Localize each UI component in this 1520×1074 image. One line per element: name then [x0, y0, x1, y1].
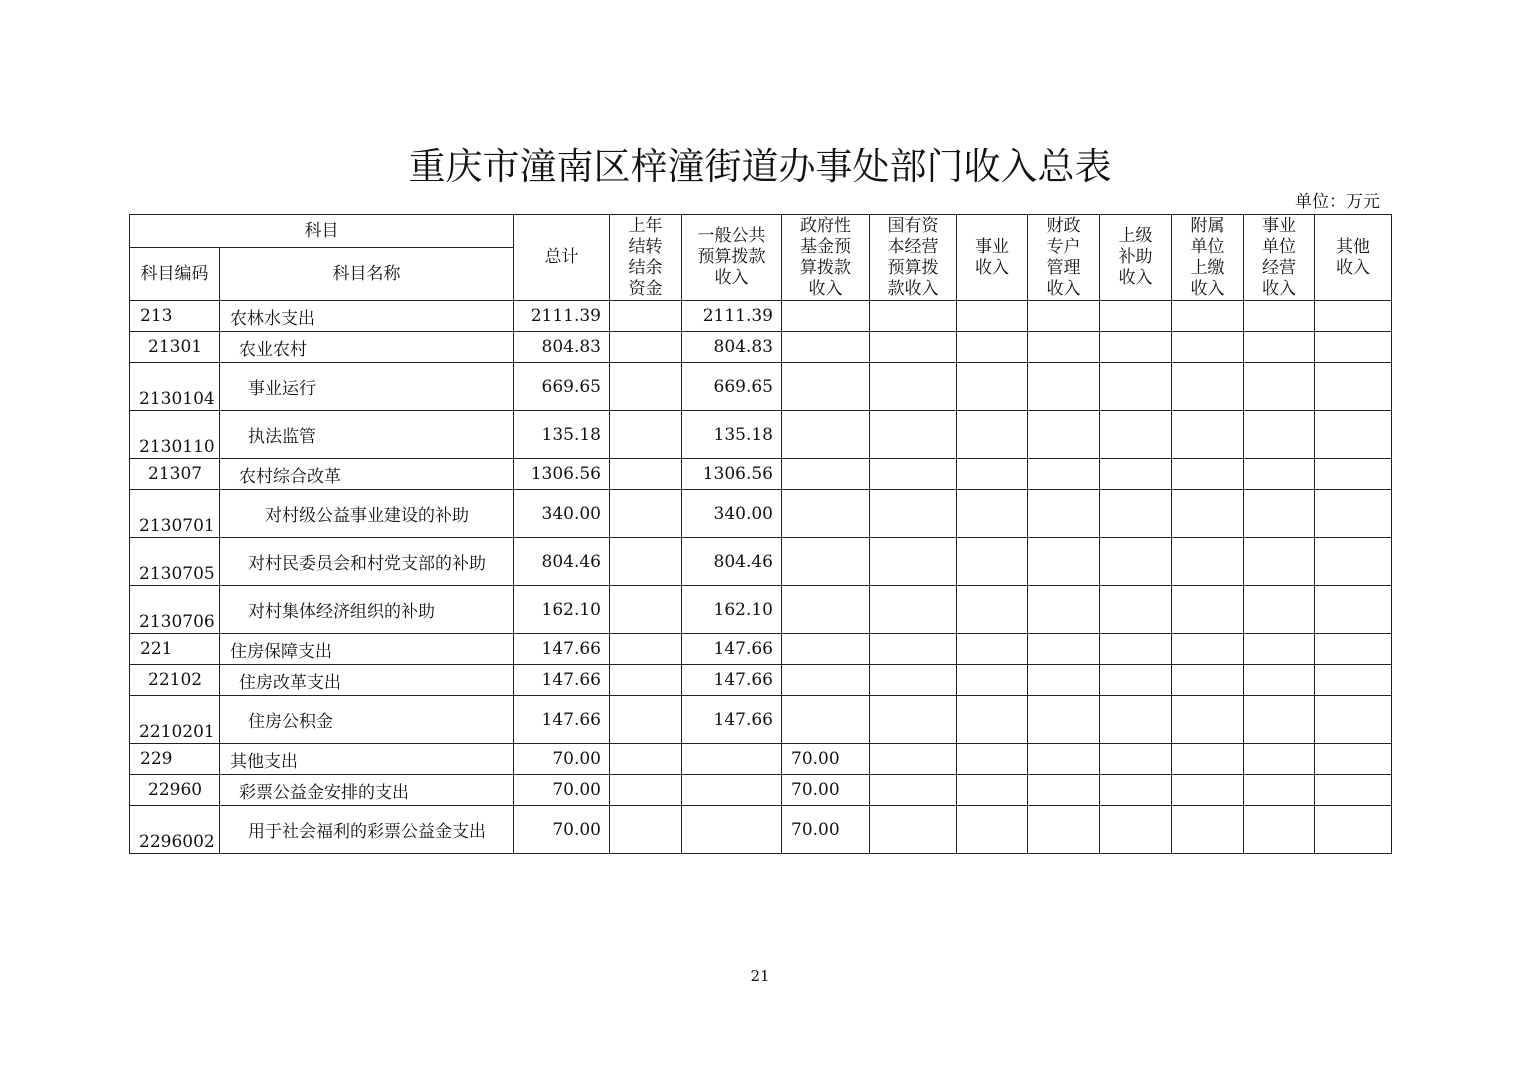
row-other [1315, 301, 1392, 332]
header-business-income: 事业 收入 [957, 215, 1028, 301]
row-superior-subsidy [1100, 586, 1172, 634]
table-body [130, 301, 1392, 854]
row-superior-subsidy [1100, 806, 1172, 854]
row-superior-subsidy [1100, 301, 1172, 332]
row-fiscal-special [1028, 586, 1100, 634]
row-superior-subsidy [1100, 363, 1172, 411]
row-gov-fund [782, 411, 870, 459]
row-name: 农林水支出 [220, 301, 514, 332]
row-other [1315, 806, 1392, 854]
page-title: 重庆市潼南区梓潼街道办事处部门收入总表 [408, 145, 1112, 188]
row-affiliated [1172, 332, 1244, 363]
row-gov-fund: 70.00 [782, 775, 870, 806]
header-gov-fund: 政府性 基金预 算拨款 收入 [782, 215, 870, 301]
table-row [130, 696, 1392, 744]
row-affiliated [1172, 411, 1244, 459]
row-general-budget: 804.46 [682, 538, 782, 586]
row-state-capital [870, 806, 957, 854]
row-superior-subsidy [1100, 634, 1172, 665]
row-business-operation [1244, 586, 1315, 634]
row-code: 2210201 [130, 696, 220, 744]
table-row [130, 538, 1392, 586]
table-row [130, 634, 1392, 665]
row-name: 事业运行 [220, 363, 514, 411]
row-fiscal-special [1028, 301, 1100, 332]
row-state-capital [870, 665, 957, 696]
row-affiliated [1172, 806, 1244, 854]
row-business-operation [1244, 332, 1315, 363]
row-total: 70.00 [514, 775, 610, 806]
row-other [1315, 363, 1392, 411]
row-state-capital [870, 363, 957, 411]
row-general-budget: 2111.39 [682, 301, 782, 332]
row-gov-fund [782, 538, 870, 586]
row-fiscal-special [1028, 744, 1100, 775]
row-business-income [957, 332, 1028, 363]
row-gov-fund [782, 634, 870, 665]
row-carryover [610, 775, 682, 806]
row-business-income [957, 744, 1028, 775]
row-general-budget [682, 775, 782, 806]
row-code: 2130110 [130, 411, 220, 459]
row-business-operation [1244, 634, 1315, 665]
unit-label: 单位：万元 [1295, 192, 1380, 212]
row-general-budget: 340.00 [682, 490, 782, 538]
row-fiscal-special [1028, 665, 1100, 696]
row-state-capital [870, 744, 957, 775]
row-business-income [957, 775, 1028, 806]
row-business-income [957, 363, 1028, 411]
row-business-operation [1244, 459, 1315, 490]
row-fiscal-special [1028, 363, 1100, 411]
row-general-budget: 1306.56 [682, 459, 782, 490]
row-general-budget [682, 744, 782, 775]
row-total: 340.00 [514, 490, 610, 538]
row-affiliated [1172, 538, 1244, 586]
row-fiscal-special [1028, 459, 1100, 490]
row-affiliated [1172, 459, 1244, 490]
row-carryover [610, 806, 682, 854]
row-name: 农村综合改革 [220, 459, 514, 490]
row-carryover [610, 586, 682, 634]
row-general-budget: 135.18 [682, 411, 782, 459]
row-name: 农业农村 [220, 332, 514, 363]
row-superior-subsidy [1100, 696, 1172, 744]
row-affiliated [1172, 744, 1244, 775]
header-total: 总计 [514, 215, 610, 301]
row-affiliated [1172, 696, 1244, 744]
row-code: 229 [130, 744, 220, 775]
row-carryover [610, 634, 682, 665]
row-state-capital [870, 634, 957, 665]
table-row [130, 301, 1392, 332]
header-subject: 科目 [130, 215, 514, 248]
row-superior-subsidy [1100, 665, 1172, 696]
row-gov-fund: 70.00 [782, 744, 870, 775]
row-name: 住房改革支出 [220, 665, 514, 696]
header-superior-subsidy: 上级 补助 收入 [1100, 215, 1172, 301]
row-affiliated [1172, 586, 1244, 634]
row-carryover [610, 696, 682, 744]
row-gov-fund [782, 586, 870, 634]
page-number: 21 [750, 967, 770, 985]
row-other [1315, 775, 1392, 806]
row-carryover [610, 490, 682, 538]
row-name: 对村集体经济组织的补助 [220, 586, 514, 634]
row-code: 2130705 [130, 538, 220, 586]
row-superior-subsidy [1100, 775, 1172, 806]
table-row [130, 806, 1392, 854]
row-total: 147.66 [514, 696, 610, 744]
row-gov-fund [782, 301, 870, 332]
table-row [130, 775, 1392, 806]
row-carryover [610, 363, 682, 411]
row-total: 669.65 [514, 363, 610, 411]
row-affiliated [1172, 490, 1244, 538]
header-name: 科目名称 [220, 248, 514, 301]
row-state-capital [870, 411, 957, 459]
table-row [130, 490, 1392, 538]
row-total: 162.10 [514, 586, 610, 634]
row-general-budget [682, 806, 782, 854]
row-state-capital [870, 459, 957, 490]
row-business-operation [1244, 363, 1315, 411]
row-fiscal-special [1028, 634, 1100, 665]
row-fiscal-special [1028, 696, 1100, 744]
row-general-budget: 147.66 [682, 634, 782, 665]
row-superior-subsidy [1100, 332, 1172, 363]
row-carryover [610, 411, 682, 459]
row-code: 213 [130, 301, 220, 332]
row-business-income [957, 806, 1028, 854]
row-state-capital [870, 775, 957, 806]
row-state-capital [870, 696, 957, 744]
row-code: 22102 [130, 665, 220, 696]
row-gov-fund [782, 665, 870, 696]
row-total: 147.66 [514, 665, 610, 696]
row-state-capital [870, 538, 957, 586]
row-business-operation [1244, 490, 1315, 538]
row-state-capital [870, 586, 957, 634]
table-row [130, 744, 1392, 775]
row-total: 147.66 [514, 634, 610, 665]
row-fiscal-special [1028, 538, 1100, 586]
row-name: 对村级公益事业建设的补助 [220, 490, 514, 538]
header-carryover: 上年 结转 结余 资金 [610, 215, 682, 301]
row-code: 2130706 [130, 586, 220, 634]
row-code: 2296002 [130, 806, 220, 854]
table-row [130, 411, 1392, 459]
row-gov-fund [782, 363, 870, 411]
row-name: 彩票公益金安排的支出 [220, 775, 514, 806]
row-state-capital [870, 332, 957, 363]
row-other [1315, 634, 1392, 665]
row-gov-fund [782, 332, 870, 363]
income-summary-table [129, 214, 1392, 854]
row-other [1315, 411, 1392, 459]
row-general-budget: 162.10 [682, 586, 782, 634]
row-carryover [610, 744, 682, 775]
header-general-budget: 一般公共 预算拨款 收入 [682, 215, 782, 301]
row-business-operation [1244, 696, 1315, 744]
row-total: 70.00 [514, 806, 610, 854]
row-other [1315, 696, 1392, 744]
row-carryover [610, 301, 682, 332]
row-affiliated [1172, 665, 1244, 696]
row-name: 对村民委员会和村党支部的补助 [220, 538, 514, 586]
row-business-operation [1244, 806, 1315, 854]
row-total: 2111.39 [514, 301, 610, 332]
row-name: 住房保障支出 [220, 634, 514, 665]
table-row [130, 459, 1392, 490]
header-code: 科目编码 [130, 248, 220, 301]
row-other [1315, 665, 1392, 696]
row-code: 21301 [130, 332, 220, 363]
row-general-budget: 804.83 [682, 332, 782, 363]
row-business-income [957, 411, 1028, 459]
row-total: 804.46 [514, 538, 610, 586]
row-other [1315, 744, 1392, 775]
row-business-operation [1244, 744, 1315, 775]
header-fiscal-special: 财政 专户 管理 收入 [1028, 215, 1100, 301]
table-row [130, 665, 1392, 696]
row-business-income [957, 538, 1028, 586]
row-carryover [610, 332, 682, 363]
row-fiscal-special [1028, 411, 1100, 459]
row-other [1315, 538, 1392, 586]
header-business-operation: 事业 单位 经营 收入 [1244, 215, 1315, 301]
row-gov-fund [782, 459, 870, 490]
row-total: 70.00 [514, 744, 610, 775]
row-superior-subsidy [1100, 744, 1172, 775]
row-gov-fund [782, 696, 870, 744]
row-gov-fund: 70.00 [782, 806, 870, 854]
row-fiscal-special [1028, 806, 1100, 854]
table-row [130, 586, 1392, 634]
row-affiliated [1172, 301, 1244, 332]
row-other [1315, 490, 1392, 538]
table-row [130, 363, 1392, 411]
row-other [1315, 459, 1392, 490]
row-code: 221 [130, 634, 220, 665]
row-code: 21307 [130, 459, 220, 490]
row-business-income [957, 634, 1028, 665]
row-superior-subsidy [1100, 459, 1172, 490]
row-total: 135.18 [514, 411, 610, 459]
row-other [1315, 332, 1392, 363]
row-carryover [610, 538, 682, 586]
row-name: 住房公积金 [220, 696, 514, 744]
row-code: 22960 [130, 775, 220, 806]
row-name: 用于社会福利的彩票公益金支出 [220, 806, 514, 854]
row-fiscal-special [1028, 775, 1100, 806]
row-name: 执法监管 [220, 411, 514, 459]
row-affiliated [1172, 775, 1244, 806]
table-row [130, 332, 1392, 363]
row-business-income [957, 459, 1028, 490]
row-business-operation [1244, 665, 1315, 696]
row-business-operation [1244, 411, 1315, 459]
header-state-capital: 国有资 本经营 预算拨 款收入 [870, 215, 957, 301]
header-affiliated: 附属 单位 上缴 收入 [1172, 215, 1244, 301]
row-state-capital [870, 490, 957, 538]
row-total: 804.83 [514, 332, 610, 363]
row-gov-fund [782, 490, 870, 538]
row-business-operation [1244, 538, 1315, 586]
row-other [1315, 586, 1392, 634]
row-superior-subsidy [1100, 490, 1172, 538]
row-business-operation [1244, 775, 1315, 806]
row-superior-subsidy [1100, 538, 1172, 586]
row-code: 2130701 [130, 490, 220, 538]
row-state-capital [870, 301, 957, 332]
row-business-operation [1244, 301, 1315, 332]
row-general-budget: 147.66 [682, 665, 782, 696]
row-fiscal-special [1028, 490, 1100, 538]
row-business-income [957, 696, 1028, 744]
row-fiscal-special [1028, 332, 1100, 363]
row-general-budget: 669.65 [682, 363, 782, 411]
row-superior-subsidy [1100, 411, 1172, 459]
row-name: 其他支出 [220, 744, 514, 775]
row-business-income [957, 665, 1028, 696]
row-carryover [610, 665, 682, 696]
row-total: 1306.56 [514, 459, 610, 490]
row-affiliated [1172, 363, 1244, 411]
header-other: 其他 收入 [1315, 215, 1392, 301]
row-business-income [957, 490, 1028, 538]
row-code: 2130104 [130, 363, 220, 411]
row-carryover [610, 459, 682, 490]
row-general-budget: 147.66 [682, 696, 782, 744]
row-business-income [957, 586, 1028, 634]
row-business-income [957, 301, 1028, 332]
row-affiliated [1172, 634, 1244, 665]
